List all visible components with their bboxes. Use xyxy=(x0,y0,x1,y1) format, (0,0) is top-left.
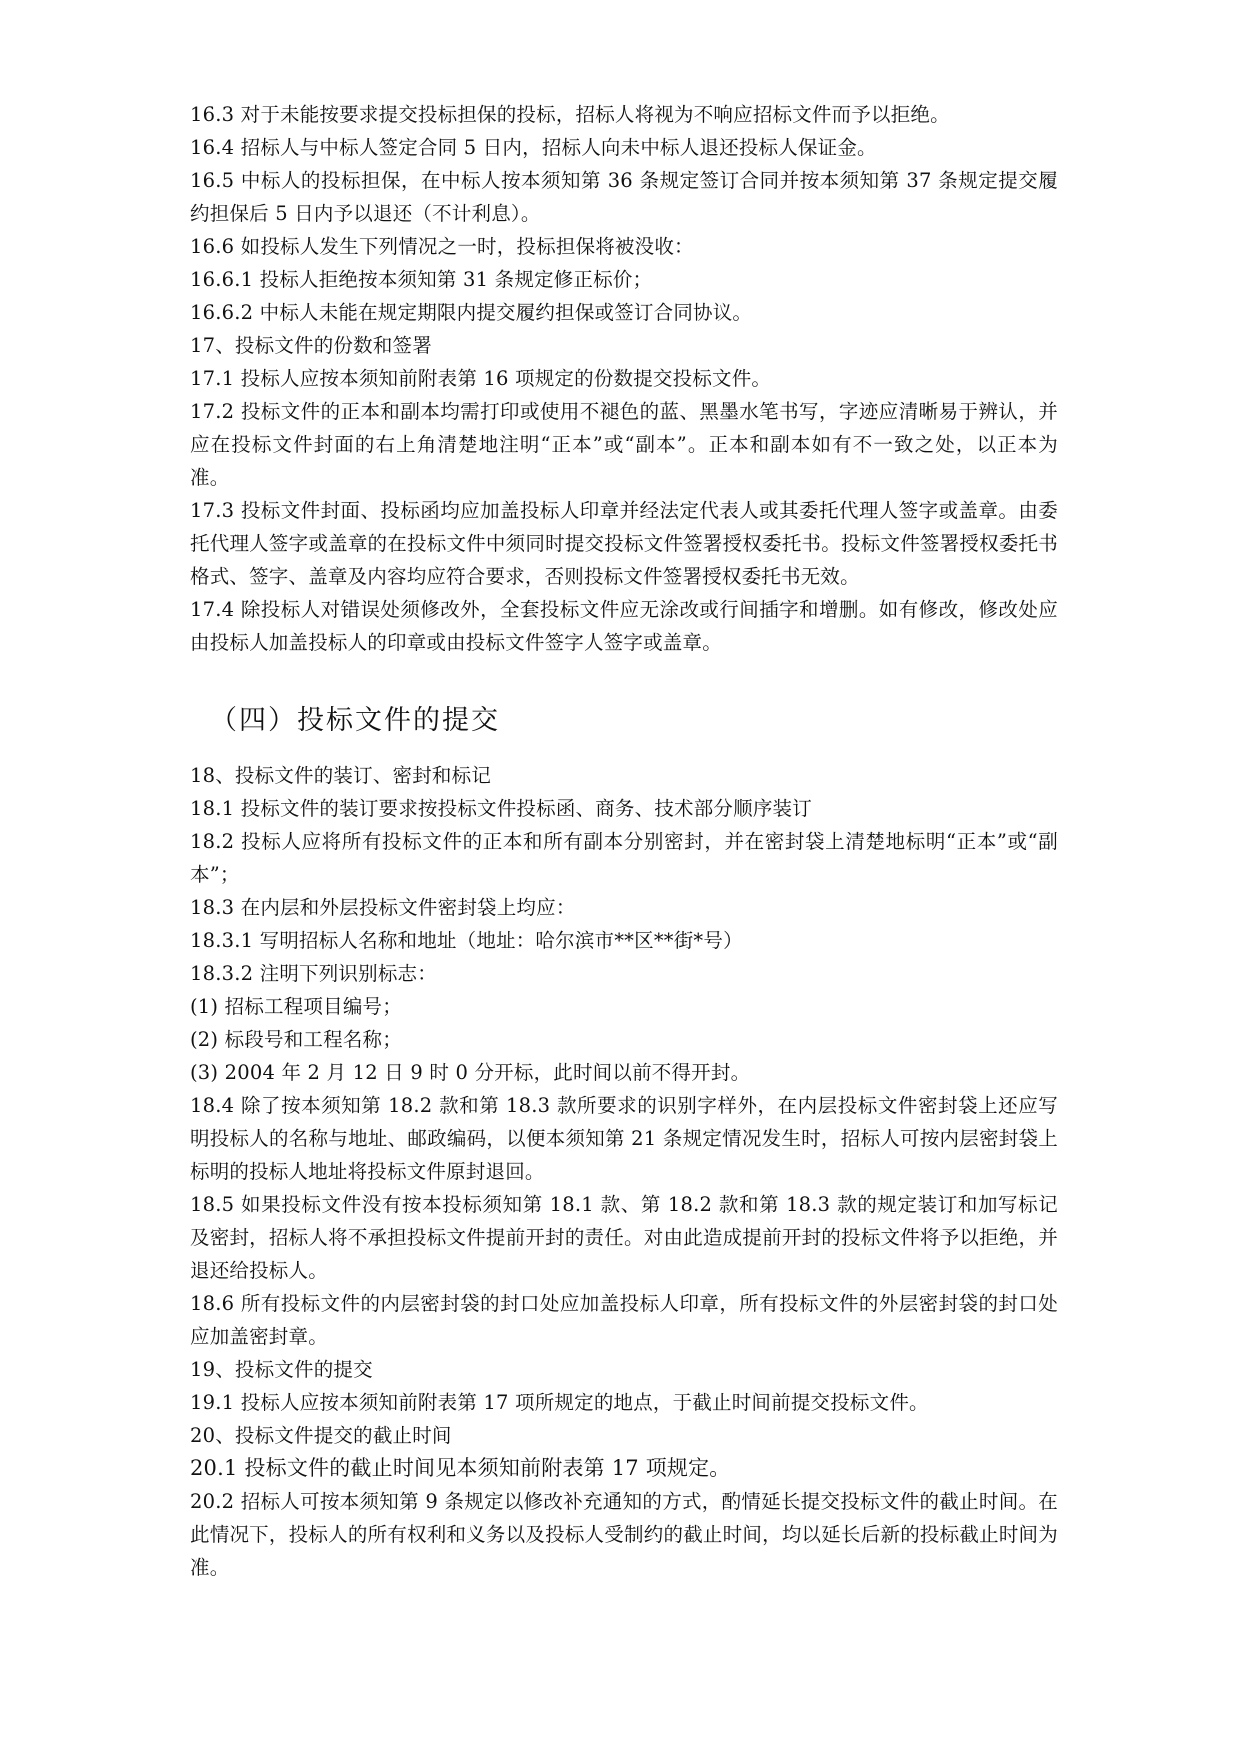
clause-16-5: 16.5 中标人的投标担保，在中标人按本须知第 36 条规定签订合同并按本须知第 37 条规定提交履约担保后 5 日内予以退还（不计利息）。 xyxy=(190,169,1058,225)
clause-18-2: 18.2 投标人应将所有投标文件的正本和所有副本分别密封，并在密封袋上清楚地标明“正本”或“副本”； xyxy=(190,830,1058,886)
clause-18-5: 18.5 如果投标文件没有按本投标须知第 18.1 款、第 18.2 款和第 18.3 款的规定装订和加写标记及密封，招标人将不承担投标文件提前开封的责任。对由此造成提前开封的投标文件将予以拒绝，并退还给投标人。 xyxy=(190,1193,1058,1282)
clause-17-4: 17.4 除投标人对错误处须修改外，全套投标文件应无涂改或行间插字和增删。如有修改，修改处应由投标人加盖投标人的印章或由投标文件签字人签字或盖章。 xyxy=(190,598,1058,654)
list-item-2: (2) 标段号和工程名称； xyxy=(190,1028,402,1051)
heading-20: 20、投标文件提交的截止时间 xyxy=(190,1424,452,1447)
clause-17-2: 17.2 投标文件的正本和副本均需打印或使用不褪色的蓝、黑墨水笔书写，字迹应清晰易于辨认，并应在投标文件封面的右上角清楚地注明“正本”或“副本”。正本和副本如有不一致之处，以正本为准。 xyxy=(190,400,1058,489)
clause-18-3-2: 18.3.2 注明下列识别标志： xyxy=(190,962,437,985)
section-heading: （四）投标文件的提交 xyxy=(210,705,500,736)
clause-18-4: 18.4 除了按本须知第 18.2 款和第 18.3 款所要求的识别字样外，在内层投标文件密封袋上还应写明投标人的名称与地址、邮政编码，以便本须知第 21 条规定情况发生时，招标人可按内层密封袋上标明的投标人地址将投标文件原封退回。 xyxy=(190,1094,1058,1183)
clause-16-6-2: 16.6.2 中标人未能在规定期限内提交履约担保或签订合同协议。 xyxy=(190,301,753,324)
clause-20-2: 20.2 招标人可按本须知第 9 条规定以修改补充通知的方式，酌情延长提交投标文件的截止时间。在此情况下，投标人的所有权利和义务以及投标人受制约的截止时间，均以延长后新的投标截止时间为准。 xyxy=(190,1490,1058,1579)
clause-16-6: 16.6 如投标人发生下列情况之一时，投标担保将被没收： xyxy=(190,235,694,258)
clause-17-1: 17.1 投标人应按本须知前附表第 16 项规定的份数提交投标文件。 xyxy=(190,367,772,390)
clause-16-6-1: 16.6.1 投标人拒绝按本须知第 31 条规定修正标价； xyxy=(190,268,653,291)
clause-19-1: 19.1 投标人应按本须知前附表第 17 项所规定的地点，于截止时间前提交投标文件。 xyxy=(190,1391,929,1414)
heading-19: 19、投标文件的提交 xyxy=(190,1358,373,1381)
clause-16-4: 16.4 招标人与中标人签定合同 5 日内，招标人向未中标人退还投标人保证金。 xyxy=(190,136,877,159)
clause-18-3-1: 18.3.1 写明招标人名称和地址（地址：哈尔滨市**区**街*号） xyxy=(190,929,743,952)
heading-18: 18、投标文件的装订、密封和标记 xyxy=(190,764,492,787)
clause-20-1: 20.1 投标文件的截止时间见本须知前附表第 17 项规定。 xyxy=(190,1456,731,1480)
heading-17: 17、投标文件的份数和签署 xyxy=(190,334,432,357)
list-item-3: (3) 2004 年 2 月 12 日 9 时 0 分开标，此时间以前不得开封。 xyxy=(190,1061,751,1084)
list-item-1: (1) 招标工程项目编号； xyxy=(190,995,402,1018)
clause-18-6: 18.6 所有投标文件的内层密封袋的封口处应加盖投标人印章，所有投标文件的外层密封袋的封口处应加盖密封章。 xyxy=(190,1292,1058,1348)
clause-17-3: 17.3 投标文件封面、投标函均应加盖投标人印章并经法定代表人或其委托代理人签字或盖章。由委托代理人签字或盖章的在投标文件中须同时提交投标文件签署授权委托书。投标文件签署授权委托书格式、签字、盖章及内容均应符合要求，否则投标文件签署授权委托书无效。 xyxy=(190,499,1058,588)
clause-18-3: 18.3 在内层和外层投标文件密封袋上均应： xyxy=(190,896,576,919)
document-page xyxy=(190,98,1058,1584)
clause-18-1: 18.1 投标文件的装订要求按投标文件投标函、商务、技术部分顺序装订 xyxy=(190,797,812,820)
clause-16-3: 16.3 对于未能按要求提交投标担保的投标，招标人将视为不响应招标文件而予以拒绝。 xyxy=(190,103,950,126)
